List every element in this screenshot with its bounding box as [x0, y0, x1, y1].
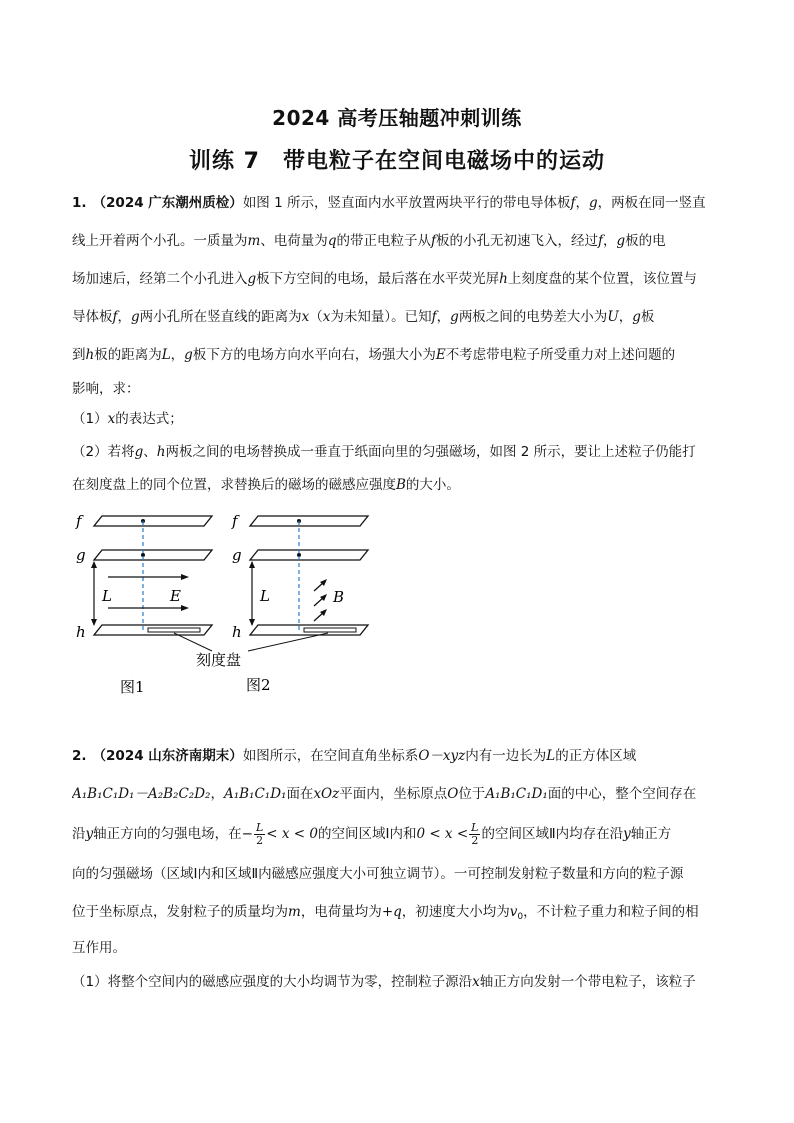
- q1-text: ，: [117, 309, 131, 325]
- q2-line-6: [72, 931, 724, 965]
- q2-line-2: [72, 775, 724, 813]
- q2-text: 轴正方向发射一个带电粒子，该粒子: [479, 974, 696, 990]
- q1-text: 两板之间的电场替换成一垂直于纸面向里的匀强磁场，如图 2 所示，要让上述粒子仍能打: [165, 444, 696, 460]
- plate-f-1: [94, 516, 212, 526]
- q1-part-1: [72, 404, 724, 434]
- var-y: y: [623, 826, 631, 842]
- label-f: f: [76, 512, 82, 530]
- q1-line-4: [72, 298, 724, 336]
- q1-text: 为未知量）。已知: [330, 309, 432, 325]
- dial-label: 刻度盘: [196, 651, 242, 669]
- q1-text: 不考虑带电粒子所受重力对上述问题的: [445, 347, 676, 363]
- var-g: g: [247, 271, 257, 287]
- var-g: g: [134, 444, 144, 460]
- q1-line-6: [72, 374, 724, 404]
- q1-line-2: [72, 222, 724, 260]
- var-U: U: [607, 309, 619, 325]
- var-x: x: [472, 974, 480, 990]
- q1-line-5: [72, 336, 724, 374]
- q2-line-5: [72, 893, 724, 931]
- var-g: g: [131, 309, 140, 325]
- var-face: A₁B₁C₁D₁: [485, 786, 548, 802]
- q1-text: 影响，求：: [72, 381, 140, 397]
- q1-text: 两小孔所在竖直线的距离为: [139, 309, 302, 325]
- leader-line: [174, 633, 212, 651]
- q2-text: ，不计粒子重力和粒子间的相: [523, 904, 699, 920]
- label-h: h: [232, 623, 242, 641]
- q2-source: （2024 山东济南期末）: [92, 748, 243, 764]
- var-v-subscript: 0: [517, 912, 524, 922]
- var-g: g: [616, 233, 626, 249]
- var-xoz: xOz: [313, 786, 340, 802]
- arrow-head: [249, 561, 255, 568]
- q1-text: （2）若将: [72, 444, 135, 460]
- q1-part-2: [72, 434, 724, 470]
- var-f: f: [431, 309, 437, 325]
- var-L: L: [161, 347, 171, 363]
- q1-text: 如图 1 所示，竖直面内水平放置两块平行的带电导体板: [242, 195, 571, 211]
- q1-part-2-cont: [72, 470, 724, 500]
- q2-text: 如图所示，在空间直角坐标系: [242, 748, 419, 764]
- label-h: h: [76, 623, 86, 641]
- q1-text: 导体板: [72, 309, 113, 325]
- var-cube: A₁B₁C₁D₁－A₂B₂C₂D₂: [72, 786, 211, 802]
- arrow-head: [181, 574, 189, 580]
- var-q: +q: [381, 904, 402, 920]
- document-subtitle: 训练 7 带电粒子在空间电磁场中的运动: [189, 149, 605, 174]
- q1-text: 、电荷量为: [260, 233, 328, 249]
- var-v: v: [509, 904, 518, 920]
- q1-text: 场加速后，经第二个小孔进入: [72, 271, 248, 287]
- q2-text: 位于坐标原点，发射粒子的质量均为: [72, 904, 288, 920]
- q1-text: 的带正电粒子从: [336, 233, 431, 249]
- q2-text: 的空间区域Ⅱ内均存在沿: [481, 826, 624, 842]
- var-x: x: [322, 309, 331, 325]
- label-g: g: [232, 546, 242, 564]
- q2-text: ，电荷量均为: [300, 904, 382, 920]
- fraction-L-over-2: [254, 822, 265, 847]
- q1-text: ，: [170, 347, 185, 363]
- q1-text: ，: [436, 309, 451, 325]
- fraction-L-over-2: [469, 822, 480, 847]
- label-f: f: [232, 512, 238, 530]
- var-h: h: [156, 444, 166, 460]
- plate-h-2: [250, 625, 368, 635]
- var-g: g: [588, 195, 598, 211]
- figure-plates: [72, 505, 392, 705]
- q2-part-1: [72, 965, 724, 999]
- q1-text: ，: [618, 309, 633, 325]
- q2-text: ，: [210, 786, 224, 802]
- figure-1-caption: 图1: [120, 678, 145, 696]
- q2-line-3: [72, 813, 724, 855]
- q2-text: 互作用。: [72, 940, 126, 956]
- q2-line-4: [72, 855, 724, 893]
- q1-text: ，: [602, 233, 617, 249]
- var-m: m: [288, 904, 301, 920]
- frac-numerator: L: [471, 820, 479, 834]
- q1-text: 线上开着两个小孔。一质量为: [72, 233, 248, 249]
- q1-text: 在刻度盘上的同个位置，求替换后的磁场的磁感应强度: [72, 477, 396, 493]
- q2-text: 内有一边长为: [465, 748, 547, 764]
- math-minus: −: [241, 826, 253, 842]
- q1-text: （1）: [72, 411, 108, 427]
- var-coord: O－xyz: [418, 748, 466, 764]
- q1-text: 板的小孔无初速飞入，经过: [435, 233, 598, 249]
- q2-text: 轴正方向的匀强电场，在: [93, 826, 242, 842]
- plate-g-2: [250, 550, 368, 560]
- plates-diagram: [72, 505, 392, 705]
- question-1: [72, 184, 724, 500]
- figure-2-caption: 图2: [246, 676, 271, 694]
- q2-text: 的正方体区域: [555, 748, 637, 764]
- var-y: y: [85, 826, 94, 842]
- q1-text: ，两板在同一竖直: [597, 195, 706, 211]
- q1-text: 板的距离为: [94, 347, 162, 363]
- q1-number: 1.: [72, 195, 87, 211]
- q2-text: 位于: [458, 786, 486, 802]
- plate-f-2: [250, 516, 368, 526]
- q1-line-1: [72, 184, 724, 222]
- q1-text: （: [309, 309, 323, 325]
- q2-text: 面在: [286, 786, 314, 802]
- var-f: f: [597, 233, 603, 249]
- q2-text: 平面内，坐标原点: [339, 786, 448, 802]
- var-h: h: [499, 271, 508, 287]
- frac-denominator: 2: [471, 833, 479, 847]
- var-f: f: [112, 309, 118, 325]
- q1-text: 板的电: [625, 233, 666, 249]
- var-h: h: [85, 347, 95, 363]
- leader-line: [248, 633, 328, 651]
- label-L: L: [260, 587, 270, 605]
- q1-text: 、: [143, 444, 157, 460]
- question-2: [72, 737, 724, 999]
- math-inequality: 0 < x <: [416, 826, 469, 842]
- q1-text: 板: [640, 309, 655, 325]
- plate-g-1: [94, 550, 212, 560]
- q2-text: ，初速度大小均为: [401, 904, 510, 920]
- var-face: A₁B₁C₁D₁: [223, 786, 287, 802]
- frac-denominator: 2: [256, 833, 264, 847]
- arrow-head: [91, 561, 97, 568]
- q2-text: 轴正方: [630, 826, 672, 842]
- var-g: g: [450, 309, 459, 325]
- q1-source: （2024 广东潮州质检）: [92, 195, 243, 211]
- q1-text: 板下方的电场方向水平向右，场强大小为: [192, 347, 436, 363]
- arrow-head: [181, 605, 189, 611]
- q1-text: 上刻度盘的某个位置，该位置与: [507, 271, 697, 287]
- q2-text: （1）将整个空间内的磁感应强度的大小均调节为零，控制粒子源沿: [72, 974, 473, 990]
- frac-numerator: L: [255, 820, 264, 834]
- var-g: g: [632, 309, 641, 325]
- q1-text: 板下方空间的电场，最后落在水平荧光屏: [256, 271, 500, 287]
- var-O: O: [447, 786, 459, 802]
- var-g: g: [184, 347, 193, 363]
- q1-text: 的表达式；: [115, 411, 183, 427]
- document-title: 2024 高考压轴题冲刺训练: [272, 106, 522, 130]
- q2-text: 向的匀强磁场（区域Ⅰ内和区域Ⅱ内磁感应强度大小可独立调节）。一可控制发射粒子数量和方向的粒子源: [72, 866, 684, 882]
- label-L: L: [102, 587, 112, 605]
- arrow-head: [91, 619, 97, 626]
- var-x: x: [107, 411, 116, 427]
- var-E: E: [435, 347, 446, 363]
- var-f: f: [430, 233, 436, 249]
- q1-text: 两板之间的电势差大小为: [458, 309, 608, 325]
- q1-text: ，: [575, 195, 589, 211]
- label-g: g: [76, 546, 86, 564]
- math-inequality: < x < 0: [266, 826, 318, 842]
- var-m: m: [247, 233, 261, 249]
- var-q: q: [327, 233, 337, 249]
- var-f: f: [570, 195, 576, 211]
- q1-text: 到: [72, 347, 86, 363]
- q2-text: 的空间区域Ⅰ内和: [317, 826, 417, 842]
- var-B: B: [396, 477, 406, 493]
- label-B: B: [333, 588, 345, 606]
- var-L: L: [546, 748, 556, 764]
- plate-h-1: [94, 625, 212, 635]
- q1-text: 的大小。: [405, 477, 460, 493]
- label-E: E: [170, 587, 181, 605]
- q2-text: 沿: [72, 826, 86, 842]
- q2-text: 面的中心，整个空间存在: [547, 786, 697, 802]
- q1-line-3: [72, 260, 724, 298]
- q2-line-1: [72, 737, 724, 775]
- var-x: x: [301, 309, 310, 325]
- q2-number: 2.: [72, 748, 87, 764]
- arrow-head: [249, 619, 255, 626]
